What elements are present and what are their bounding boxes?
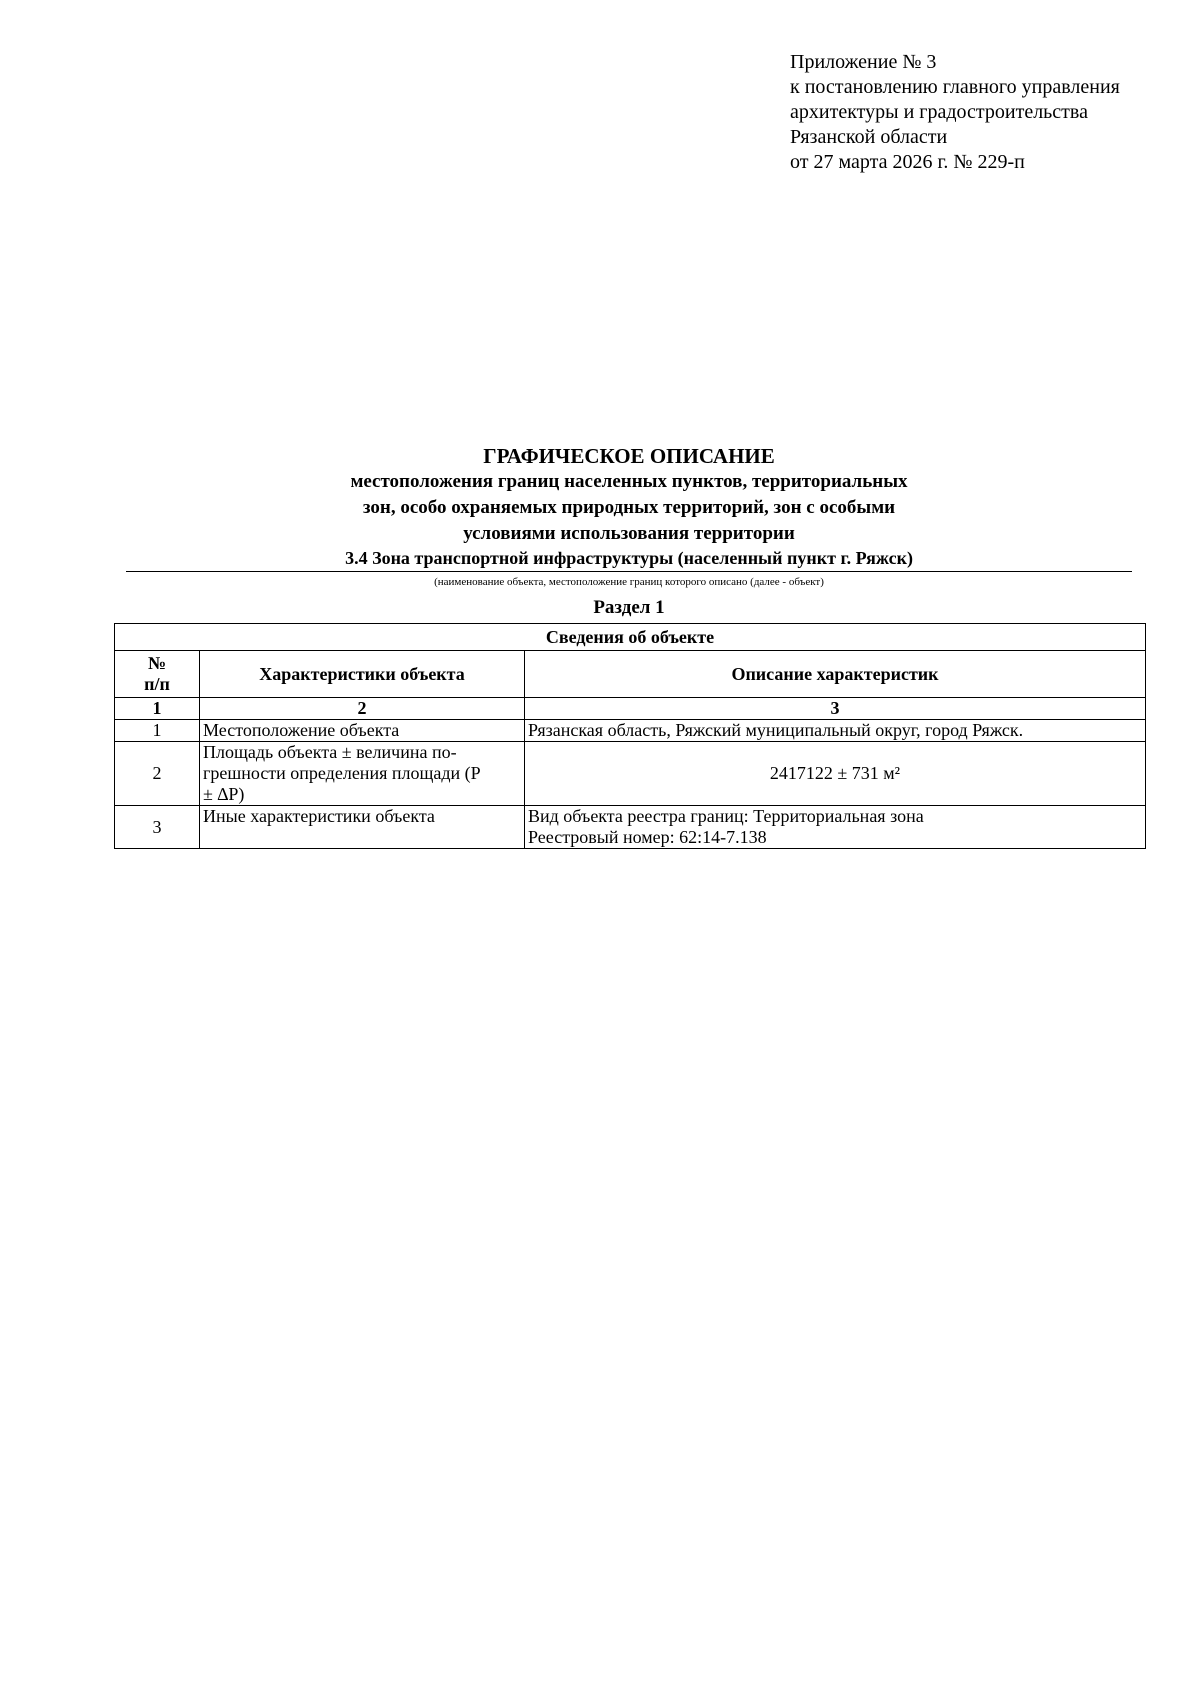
header-num-line: п/п — [144, 674, 170, 694]
row-num: 2 — [115, 742, 200, 806]
header-num — [115, 651, 200, 698]
header-description: Описание характеристик — [525, 651, 1146, 698]
section-title: Раздел 1 — [593, 597, 665, 618]
appendix-line: Рязанской области — [790, 126, 948, 148]
row-num: 1 — [115, 720, 200, 742]
document-subtitle: зон, особо охраняемых природных территорий, зон с особыми — [362, 497, 896, 518]
appendix-date-line: от 27 марта 2026 г. № 229-п — [790, 151, 1025, 173]
row-description: 2417122 ± 731 м² — [525, 742, 1146, 806]
header-num-line: № — [147, 653, 167, 673]
object-caption: (наименование объекта, местоположение границ которого описано (далее - объект) — [434, 576, 824, 588]
row-description: Рязанская область, Ряжский муниципальный округ, город Ряжск. — [525, 720, 1146, 742]
appendix-block — [790, 50, 1120, 175]
row-num: 3 — [115, 806, 200, 849]
document-subtitle: условиями использования территории — [463, 523, 795, 544]
document-subtitle: местоположения границ населенных пунктов, территориальных — [350, 471, 908, 492]
row-description-line: Вид объекта реестра границ: Территориальная зона — [528, 806, 924, 826]
appendix-line: архитектуры и градостроительства — [790, 101, 1088, 123]
object-name: 3.4 Зона транспортной инфраструктуры (населенный пункт г. Ряжск) — [126, 547, 1132, 572]
object-info-table — [114, 623, 1146, 849]
row-description — [525, 806, 1146, 849]
row-characteristic-line: Площадь объекта ± величина по- — [203, 742, 457, 762]
column-number: 1 — [115, 698, 200, 720]
table-title: Сведения об объекте — [115, 624, 1146, 651]
row-characteristic — [200, 742, 525, 806]
row-characteristic-line: ± ∆Р) — [203, 784, 245, 804]
column-number-row — [115, 698, 1146, 720]
table-header-row — [115, 651, 1146, 698]
column-number: 2 — [200, 698, 525, 720]
column-number: 3 — [525, 698, 1146, 720]
row-characteristic-line: грешности определения площади (Р — [203, 763, 481, 783]
row-characteristic: Иные характеристики объекта — [200, 806, 525, 849]
appendix-line: Приложение № 3 — [790, 51, 937, 73]
document-title: ГРАФИЧЕСКОЕ ОПИСАНИЕ — [483, 444, 775, 468]
heading-block — [126, 443, 1132, 619]
appendix-line: к постановлению главного управления — [790, 76, 1120, 98]
table-row — [115, 806, 1146, 849]
table-row — [115, 720, 1146, 742]
table-row — [115, 742, 1146, 806]
table-title-row — [115, 624, 1146, 651]
row-characteristic: Местоположение объекта — [200, 720, 525, 742]
header-characteristic: Характеристики объекта — [200, 651, 525, 698]
row-description-line: Реестровый номер: 62:14-7.138 — [528, 827, 767, 847]
